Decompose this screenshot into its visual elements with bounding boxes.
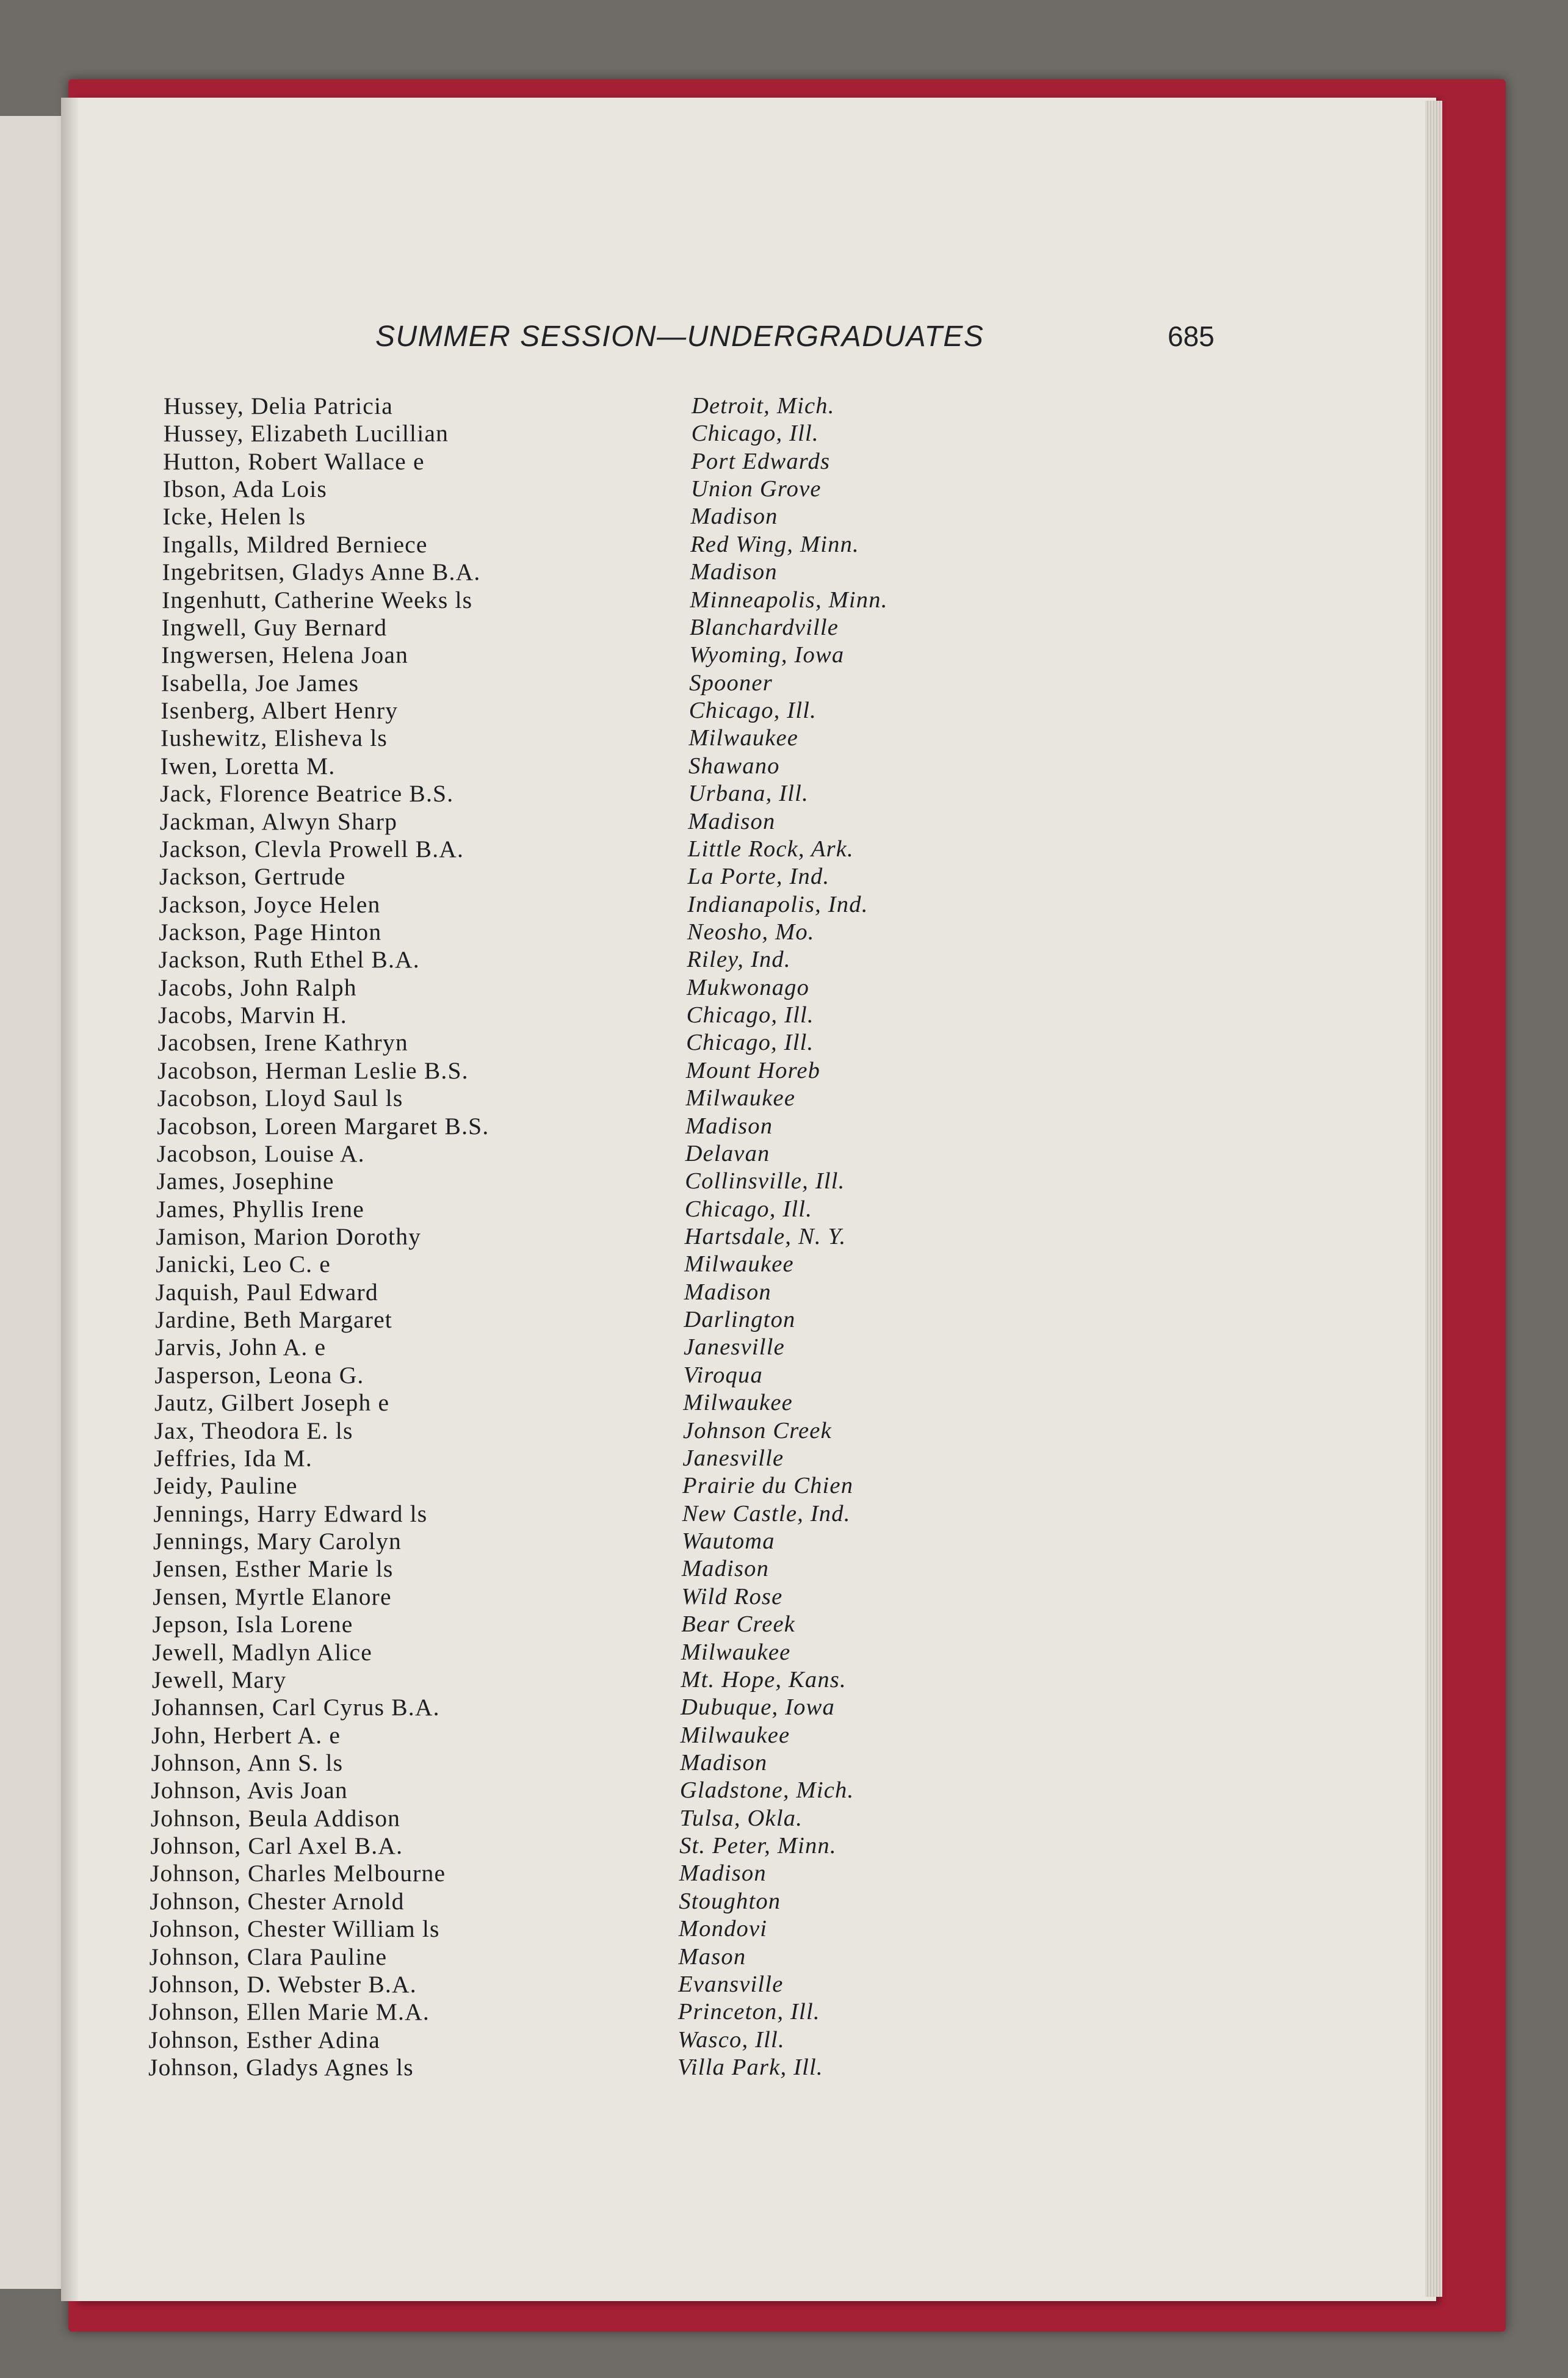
- entry-name: James, Josephine: [156, 1168, 334, 1195]
- facing-page-edge: [0, 116, 68, 2289]
- entry-place: Mt. Hope, Kans.: [681, 1666, 847, 1693]
- entry-name: Johnson, Ann S. ls: [151, 1749, 344, 1776]
- entry-place: Viroqua: [683, 1362, 763, 1388]
- running-head: [0, 320, 1568, 356]
- entry-place: Mason: [678, 1943, 746, 1970]
- entry-place: Wasco, Ill.: [677, 2026, 785, 2053]
- entry-name: Johnson, Beula Addison: [150, 1804, 401, 1832]
- entry-name: Ingebritsen, Gladys Anne B.A.: [162, 558, 481, 586]
- entry-place: Stoughton: [679, 1888, 781, 1914]
- entry-name: Jaquish, Paul Edward: [155, 1278, 378, 1306]
- entry-name: Johnson, Carl Axel B.A.: [150, 1832, 403, 1860]
- entry-name: Johnson, Chester Arnold: [150, 1887, 405, 1915]
- entry-name: Isabella, Joe James: [161, 669, 359, 696]
- entry-place: Red Wing, Minn.: [690, 531, 859, 557]
- entry-name: Jacobson, Loreen Margaret B.S.: [157, 1112, 490, 1140]
- entry-place: Madison: [679, 1860, 767, 1887]
- entry-place: Milwaukee: [680, 1722, 790, 1748]
- entry-name: Jackson, Joyce Helen: [159, 891, 381, 918]
- entry-place: Little Rock, Ark.: [687, 836, 854, 862]
- entry-name: Jacobson, Lloyd Saul ls: [157, 1085, 403, 1112]
- entry-place: Milwaukee: [685, 1085, 796, 1111]
- entry-name: Jacobs, Marvin H.: [157, 1002, 347, 1029]
- entry-name: Jackson, Gertrude: [159, 863, 346, 891]
- page-block-edge: [1425, 101, 1442, 2297]
- entry-name: Johnson, D. Webster B.A.: [149, 1970, 417, 1998]
- entry-name: Iwen, Loretta M.: [160, 752, 336, 779]
- entry-name: Johnson, Avis Joan: [151, 1777, 348, 1804]
- entry-name: Johnson, Gladys Agnes ls: [148, 2054, 414, 2081]
- entry-place: Wild Rose: [681, 1583, 783, 1610]
- entry-name: Isenberg, Albert Henry: [161, 697, 399, 725]
- entry-place: Chicago, Ill.: [688, 698, 817, 724]
- entry-name: Johnson, Ellen Marie M.A.: [148, 1998, 430, 2026]
- entry-place: Janesville: [682, 1445, 784, 1471]
- entry-name: Hussey, Delia Patricia: [164, 392, 393, 419]
- entry-name: Johnson, Chester William ls: [150, 1915, 440, 1943]
- entry-name: Jackson, Page Hinton: [159, 918, 382, 945]
- entry-place: Delavan: [685, 1140, 770, 1166]
- entry-name: Ingwell, Guy Bernard: [161, 613, 388, 641]
- entry-name: Jennings, Mary Carolyn: [153, 1528, 402, 1555]
- entry-place: Milwaukee: [683, 1390, 793, 1416]
- entry-name: Johnson, Clara Pauline: [149, 1943, 388, 1970]
- entry-name: Jamison, Marion Dorothy: [156, 1223, 422, 1250]
- entry-place: Union Grove: [690, 476, 822, 502]
- entry-place: New Castle, Ind.: [682, 1500, 851, 1527]
- entry-place: Chicago, Ill.: [686, 1002, 814, 1028]
- entry-name: Ingwersen, Helena Joan: [161, 641, 409, 669]
- entry-place: Indianapolis, Ind.: [687, 891, 869, 917]
- entry-name: Jeidy, Pauline: [153, 1472, 298, 1500]
- entry-place: Evansville: [678, 1971, 784, 1997]
- entry-place: Princeton, Ill.: [677, 1999, 820, 2025]
- entry-place: Madison: [680, 1749, 768, 1776]
- entry-name: Jautz, Gilbert Joseph e: [154, 1389, 390, 1417]
- entry-place: Mondovi: [678, 1916, 768, 1942]
- entry-name: Ingalls, Mildred Berniece: [162, 530, 428, 558]
- page-number: 685: [1168, 320, 1215, 352]
- entry-place: Chicago, Ill.: [684, 1196, 813, 1222]
- entry-name: Icke, Helen ls: [162, 503, 306, 530]
- entry-place: Madison: [688, 808, 776, 834]
- entry-place: Darlington: [684, 1307, 796, 1333]
- entry-place: Riley, Ind.: [687, 947, 791, 973]
- entry-place: Villa Park, Ill.: [677, 2055, 823, 2080]
- entry-name: Johnson, Charles Melbourne: [150, 1860, 446, 1887]
- entry-place: Port Edwards: [691, 448, 831, 474]
- entry-place: Wautoma: [682, 1528, 775, 1555]
- entry-place: Chicago, Ill.: [691, 421, 819, 447]
- entry-name: James, Phyllis Irene: [156, 1195, 364, 1223]
- entry-name: Johannsen, Carl Cyrus B.A.: [151, 1694, 440, 1721]
- entry-place: Dubuque, Iowa: [680, 1694, 835, 1721]
- entry-place: Madison: [690, 504, 778, 530]
- entry-place: Hartsdale, N. Y.: [684, 1224, 847, 1249]
- entry-place: St. Peter, Minn.: [679, 1833, 837, 1859]
- entry-name: Jeffries, Ida M.: [154, 1444, 313, 1472]
- entry-name: Janicki, Leo C. e: [156, 1251, 331, 1278]
- entry-place: Madison: [681, 1556, 770, 1582]
- entry-place: Mukwonago: [686, 974, 810, 1000]
- book-gutter: [61, 98, 78, 2301]
- entry-name: Jackson, Clevla Prowell B.A.: [159, 835, 464, 862]
- entry-place: Neosho, Mo.: [687, 919, 815, 945]
- entry-place: Milwaukee: [684, 1251, 794, 1278]
- entry-place: Blanchardville: [689, 614, 839, 640]
- entry-name: Hussey, Elizabeth Lucillian: [163, 420, 449, 447]
- entry-place: Prairie du Chien: [682, 1473, 854, 1499]
- entry-name: Hutton, Robert Wallace e: [163, 447, 425, 475]
- entry-place: Mount Horeb: [685, 1057, 821, 1083]
- entry-name: Jennings, Harry Edward ls: [153, 1500, 428, 1527]
- entry-name: Ingenhutt, Catherine Weeks ls: [162, 586, 473, 613]
- entry-place: Madison: [685, 1113, 773, 1139]
- entry-place: Milwaukee: [681, 1639, 791, 1665]
- entry-place: Minneapolis, Minn.: [690, 587, 888, 613]
- entry-place: Gladstone, Mich.: [679, 1777, 854, 1804]
- entry-name: Ibson, Ada Lois: [162, 475, 328, 503]
- entry-name: John, Herbert A. e: [151, 1721, 341, 1749]
- entry-place: Detroit, Mich.: [692, 393, 835, 419]
- entry-place: Shawano: [688, 753, 780, 779]
- entry-place: Spooner: [689, 670, 773, 696]
- page-title: SUMMER SESSION—UNDERGRADUATES: [375, 320, 985, 353]
- entry-name: Jewell, Mary: [151, 1666, 287, 1693]
- entry-place: Madison: [690, 559, 778, 585]
- entry-place: Tulsa, Okla.: [679, 1805, 803, 1831]
- entry-place: Bear Creek: [681, 1611, 796, 1638]
- entry-name: Jasperson, Leona G.: [154, 1361, 364, 1389]
- entry-name: Jewell, Madlyn Alice: [152, 1638, 373, 1666]
- entry-place: Urbana, Ill.: [688, 781, 809, 807]
- entry-place: Madison: [684, 1279, 771, 1305]
- entry-name: Jensen, Esther Marie ls: [153, 1555, 394, 1583]
- entry-name: Jackson, Ruth Ethel B.A.: [158, 946, 420, 974]
- entry-name: Jacobs, John Ralph: [158, 974, 357, 1001]
- entry-name: Jackman, Alwyn Sharp: [159, 808, 398, 835]
- entry-place: Collinsville, Ill.: [685, 1168, 845, 1194]
- entry-name: Jardine, Beth Margaret: [155, 1306, 392, 1334]
- entry-name: Jarvis, John A. e: [154, 1334, 327, 1361]
- entry-name: Jack, Florence Beatrice B.S.: [160, 780, 454, 808]
- entry-name: Johnson, Esther Adina: [148, 2026, 380, 2053]
- entry-place: Chicago, Ill.: [686, 1030, 814, 1056]
- entry-place: Janesville: [683, 1334, 785, 1361]
- entry-name: Jacobson, Herman Leslie B.S.: [157, 1057, 469, 1084]
- entry-name: Jax, Theodora E. ls: [154, 1417, 353, 1444]
- entry-place: Wyoming, Iowa: [689, 642, 845, 668]
- entry-place: Milwaukee: [688, 725, 799, 751]
- entry-name: Jensen, Myrtle Elanore: [153, 1583, 392, 1610]
- entry-place: La Porte, Ind.: [687, 864, 830, 890]
- entry-name: Jepson, Isla Lorene: [152, 1611, 353, 1638]
- entry-place: Johnson Creek: [682, 1417, 832, 1444]
- entry-name: Iushewitz, Elisheva ls: [161, 725, 388, 752]
- entry-name: Jacobsen, Irene Kathryn: [157, 1029, 408, 1057]
- entry-name: Jacobson, Louise A.: [156, 1140, 365, 1167]
